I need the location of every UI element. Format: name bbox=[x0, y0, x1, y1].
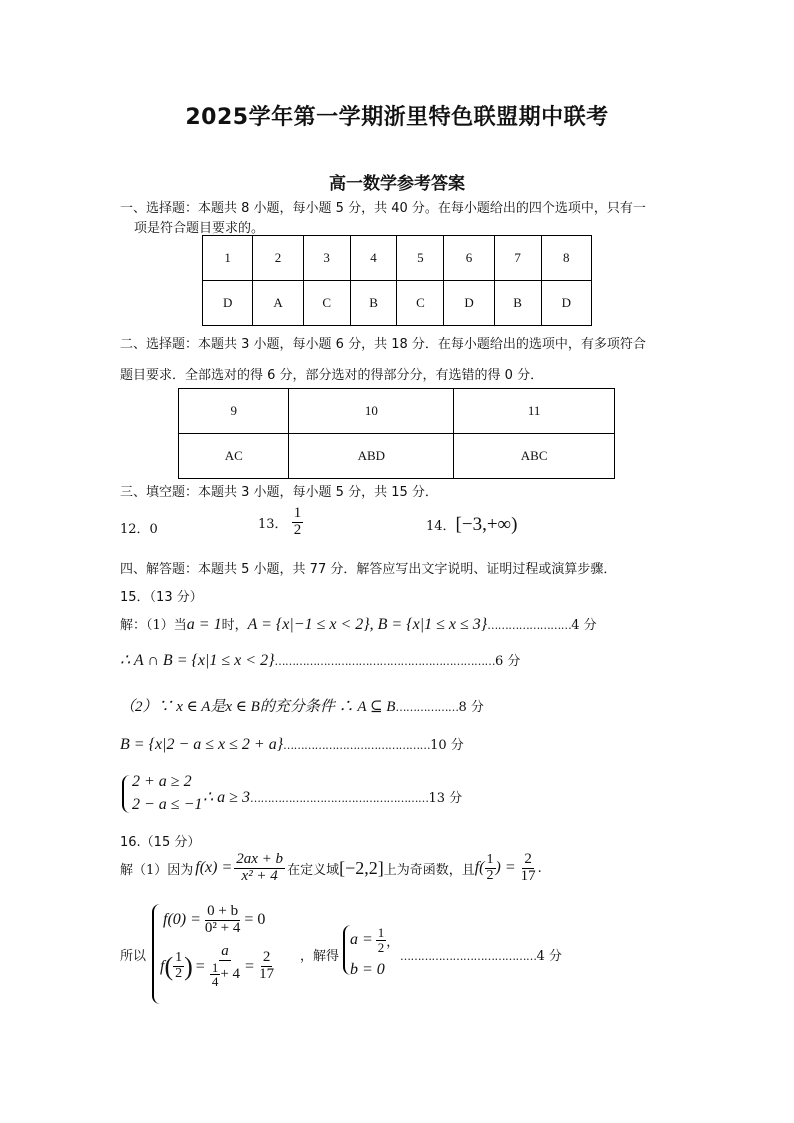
q16-eq2-fraction bbox=[208, 944, 242, 989]
q12-label: 12． bbox=[120, 522, 150, 537]
section1-instructions-line1: 一、选择题：本题共 8 小题，每小题 5 分，共 40 分。在每小题给出的四个选项中，只有一 bbox=[120, 201, 646, 216]
q14-answer bbox=[426, 514, 517, 536]
q15-step4-score: 10 分 bbox=[430, 738, 464, 753]
question-number: 9 bbox=[179, 389, 289, 434]
q16-given-denominator: 17 bbox=[520, 867, 536, 884]
q16-period: . bbox=[537, 860, 542, 876]
q16-eq1-denominator: 0² + 4 bbox=[204, 919, 241, 936]
q16-eq1-rhs: = 0 bbox=[244, 911, 266, 929]
q15-when: 时， bbox=[221, 618, 248, 633]
q16-equation2 bbox=[160, 944, 276, 989]
q12-value: 0 bbox=[149, 522, 158, 537]
score-leader: ………………………………… bbox=[400, 950, 537, 963]
q16-sol-a-numerator: 1 bbox=[377, 925, 385, 940]
q16-domain: [−2,2] bbox=[339, 857, 384, 878]
q15-heading: 15．（13 分） bbox=[120, 590, 203, 605]
q13-numerator: 1 bbox=[293, 505, 302, 521]
q15-condition: a = 1 bbox=[186, 616, 222, 633]
q16-solve-text: ，解得 bbox=[300, 949, 340, 964]
page-subtitle: 高一数学参考答案 bbox=[329, 174, 465, 194]
question-number: 7 bbox=[494, 236, 541, 281]
table-row bbox=[179, 434, 615, 479]
table-row bbox=[203, 281, 592, 326]
q16-sol-a: a = bbox=[350, 931, 373, 949]
answer-cell: B bbox=[494, 281, 541, 326]
q16-given-rhs: ) = bbox=[495, 859, 516, 877]
q16-intro bbox=[120, 852, 542, 885]
score-leader: …………………………………………… bbox=[249, 792, 429, 805]
q15-conclusion: ∴ a ≥ 3 bbox=[203, 789, 250, 806]
q16-eq2-eq: = bbox=[195, 957, 205, 975]
q16-eq1-fraction bbox=[203, 904, 242, 937]
q16-eq2-half-denominator: 2 bbox=[175, 966, 183, 982]
q16-so: 所以 bbox=[120, 949, 147, 964]
q16-eq2-inner-fraction bbox=[210, 961, 221, 989]
q15-system-line2: 2 − a ≤ −1 bbox=[132, 796, 203, 813]
q16-eq2-inner-numerator: 1 bbox=[211, 959, 219, 975]
question-number: 1 bbox=[203, 236, 253, 281]
q16-eq2-den-rest: + 4 bbox=[220, 966, 241, 983]
q15-step5 bbox=[203, 787, 462, 807]
answer-cell: C bbox=[303, 281, 350, 326]
q16-given-numerator: 2 bbox=[524, 851, 532, 867]
answer-cell: AC bbox=[179, 434, 289, 479]
paren-open: ( bbox=[164, 951, 174, 981]
q16-f-numerator: 2ax + b bbox=[236, 851, 284, 867]
section2-instructions-line2: 题目要求．全部选对的得 6 分，部分选对的得部分分，有选错的得 0 分． bbox=[120, 368, 544, 383]
q16-eq2-inner-denominator: 4 bbox=[211, 974, 219, 990]
q15-step3 bbox=[120, 695, 484, 716]
q15-step1-prefix: 解：（1）当 bbox=[120, 618, 187, 633]
section1-instructions-line2: 项是符合题目要求的。 bbox=[134, 221, 265, 236]
score-leader: …………………… bbox=[487, 619, 572, 632]
answer-cell: D bbox=[541, 281, 591, 326]
q16-odd-text: 上为奇函数，且 bbox=[383, 862, 475, 878]
q16-f-denominator: x² + 4 bbox=[241, 867, 278, 884]
q15-step4 bbox=[120, 734, 464, 754]
q16-score: 4 分 bbox=[536, 949, 562, 964]
q15-sets: A = {x|−1 ≤ x < 2}, B = {x|1 ≤ x ≤ 3} bbox=[247, 616, 488, 633]
answer-cell: C bbox=[397, 281, 444, 326]
section1-answer-table bbox=[202, 235, 592, 326]
q12-answer bbox=[120, 518, 158, 537]
section2-answer-table bbox=[178, 388, 615, 479]
q16-intro-prefix: 解（1）因为 bbox=[120, 862, 194, 878]
section4-instructions: 四、解答题：本题共 5 小题，共 77 分．解答应写出文字说明、证明过程或演算步骤． bbox=[120, 562, 617, 577]
q15-intersection: ∴ A ∩ B = {x|1 ≤ x < 2} bbox=[120, 652, 275, 669]
q13-fraction bbox=[292, 506, 304, 539]
question-number: 11 bbox=[454, 389, 615, 434]
q16-half-denominator: 2 bbox=[486, 867, 494, 883]
q16-heading: 16.（15 分） bbox=[120, 835, 201, 850]
q16-sol-a-denominator: 2 bbox=[377, 939, 385, 955]
section2-instructions-line1: 二、选择题：本题共 3 小题，每小题 6 分，共 18 分．在每小题给出的选项中，有多项符合 bbox=[120, 337, 646, 352]
q15-step2-score: 6 分 bbox=[494, 654, 521, 669]
question-number: 5 bbox=[397, 236, 444, 281]
answer-cell: ABC bbox=[454, 434, 615, 479]
q16-eq2-eq: = bbox=[245, 957, 255, 975]
q15-subset: （2）∵ x ∈ A是x ∈ B的充分条件 ∴ A ⊆ B bbox=[120, 699, 396, 715]
table-row bbox=[203, 236, 592, 281]
q16-eq1-numerator: 0 + b bbox=[207, 903, 239, 919]
q16-f-lhs: f(x) = bbox=[195, 859, 233, 877]
question-number: 8 bbox=[541, 236, 591, 281]
q16-given-fraction bbox=[519, 852, 538, 885]
q16-eq1-lhs: f(0) = bbox=[163, 911, 201, 929]
question-number: 2 bbox=[253, 236, 303, 281]
q14-value: [−3,+∞) bbox=[455, 514, 518, 535]
q16-given-lhs: f( bbox=[474, 859, 485, 877]
answer-cell: A bbox=[253, 281, 303, 326]
q16-eq2-half bbox=[173, 951, 184, 981]
q15-set-b: B = {x|2 − a ≤ x ≤ 2 + a} bbox=[120, 736, 284, 753]
score-leader: …………………………………… bbox=[283, 739, 431, 752]
q16-solution-a bbox=[350, 926, 399, 954]
q16-sol-comma: ， bbox=[386, 934, 400, 950]
q16-sol-b: b = 0 bbox=[350, 961, 385, 978]
answer-cell: D bbox=[203, 281, 253, 326]
q16-sol-a-fraction bbox=[376, 926, 387, 954]
answer-cell: ABD bbox=[289, 434, 454, 479]
q16-domain-text: 在定义域 bbox=[287, 862, 340, 878]
score-leader: ……………………………………………………… bbox=[274, 655, 495, 668]
q15-step1-score: 4 分 bbox=[571, 618, 597, 633]
paren-close: ) bbox=[184, 951, 193, 981]
answer-cell: B bbox=[350, 281, 397, 326]
q16-eq2-rhs-fraction bbox=[257, 950, 276, 983]
q15-step5-score: 13 分 bbox=[428, 791, 463, 806]
q13-answer bbox=[258, 506, 303, 539]
q15-step3-score: 8 分 bbox=[458, 700, 484, 715]
table-row bbox=[179, 389, 615, 434]
q13-label: 13． bbox=[258, 516, 288, 532]
page-title: 2025学年第一学期浙里特色联盟期中联考 bbox=[185, 105, 609, 130]
q16-eq2-numerator: a bbox=[221, 943, 229, 959]
system-brace bbox=[122, 775, 132, 813]
q16-eq2-half-numerator: 1 bbox=[175, 950, 183, 966]
question-number: 4 bbox=[350, 236, 397, 281]
q15-step2 bbox=[120, 650, 520, 670]
q16-half-numerator: 1 bbox=[486, 852, 494, 868]
q16-equation1 bbox=[163, 904, 265, 937]
q16-eq2-rhs-numerator: 2 bbox=[262, 949, 271, 966]
q16-half bbox=[485, 853, 496, 883]
q15-system-line1: 2 + a ≥ 2 bbox=[132, 773, 192, 790]
q16-eq2-denominator bbox=[208, 961, 242, 989]
section3-instructions: 三、填空题：本题共 3 小题，每小题 5 分，共 15 分． bbox=[120, 485, 438, 500]
question-number: 3 bbox=[303, 236, 350, 281]
answer-cell: D bbox=[444, 281, 494, 326]
q16-score-line bbox=[400, 945, 562, 964]
q16-eq2-lhs: f bbox=[160, 957, 165, 975]
q14-label: 14． bbox=[426, 519, 456, 534]
q16-f-fraction bbox=[234, 852, 285, 885]
q13-denominator: 2 bbox=[293, 521, 302, 538]
q15-step1 bbox=[120, 614, 597, 634]
score-leader: ……………… bbox=[395, 701, 459, 714]
question-number: 6 bbox=[444, 236, 494, 281]
question-number: 10 bbox=[289, 389, 454, 434]
q16-eq2-rhs-denominator: 17 bbox=[259, 966, 275, 983]
